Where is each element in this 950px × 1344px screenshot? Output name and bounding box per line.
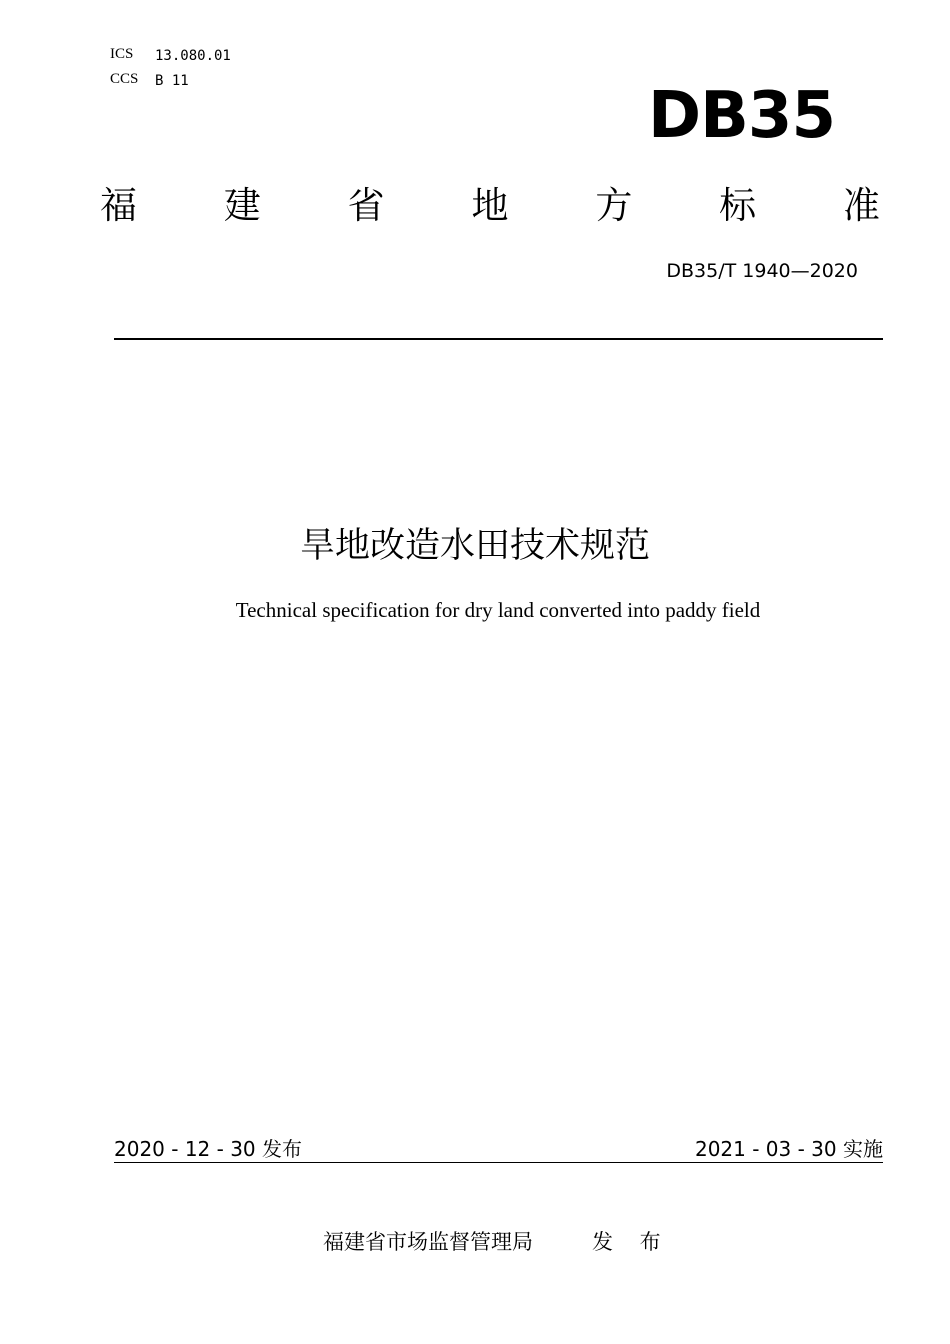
publish-action: 发 布 bbox=[592, 1230, 671, 1254]
implementation-date: 2021 - 03 - 30 实施 bbox=[694, 1137, 883, 1161]
ics-label: ICS bbox=[110, 46, 134, 62]
db35-logo: DB35 bbox=[648, 79, 835, 153]
standard-type-title bbox=[100, 182, 880, 230]
ics-value: 13.080.01 bbox=[155, 48, 231, 64]
ccs-label: CCS bbox=[110, 71, 139, 87]
document-title: 旱地改造水田技术规范 bbox=[299, 526, 650, 566]
standard-title-char: 标 bbox=[719, 184, 757, 227]
standard-title-char: 建 bbox=[223, 184, 261, 227]
standard-title-char: 准 bbox=[842, 184, 880, 227]
standard-number: DB35/T 1940—2020 bbox=[666, 260, 858, 282]
document-subtitle: Technical specification for dry land converted into paddy field bbox=[235, 598, 761, 622]
ccs-value: B 11 bbox=[155, 73, 189, 89]
publisher-name: 福建省市场监督管理局 bbox=[323, 1230, 533, 1254]
header-divider bbox=[114, 338, 883, 340]
issue-date: 2020 - 12 - 30 发布 bbox=[114, 1137, 303, 1161]
standard-title-char: 福 bbox=[100, 184, 137, 227]
footer-divider bbox=[114, 1162, 883, 1163]
standard-title-char: 方 bbox=[595, 184, 633, 227]
standard-title-char: 地 bbox=[471, 184, 509, 227]
standard-title-char: 省 bbox=[347, 184, 385, 227]
